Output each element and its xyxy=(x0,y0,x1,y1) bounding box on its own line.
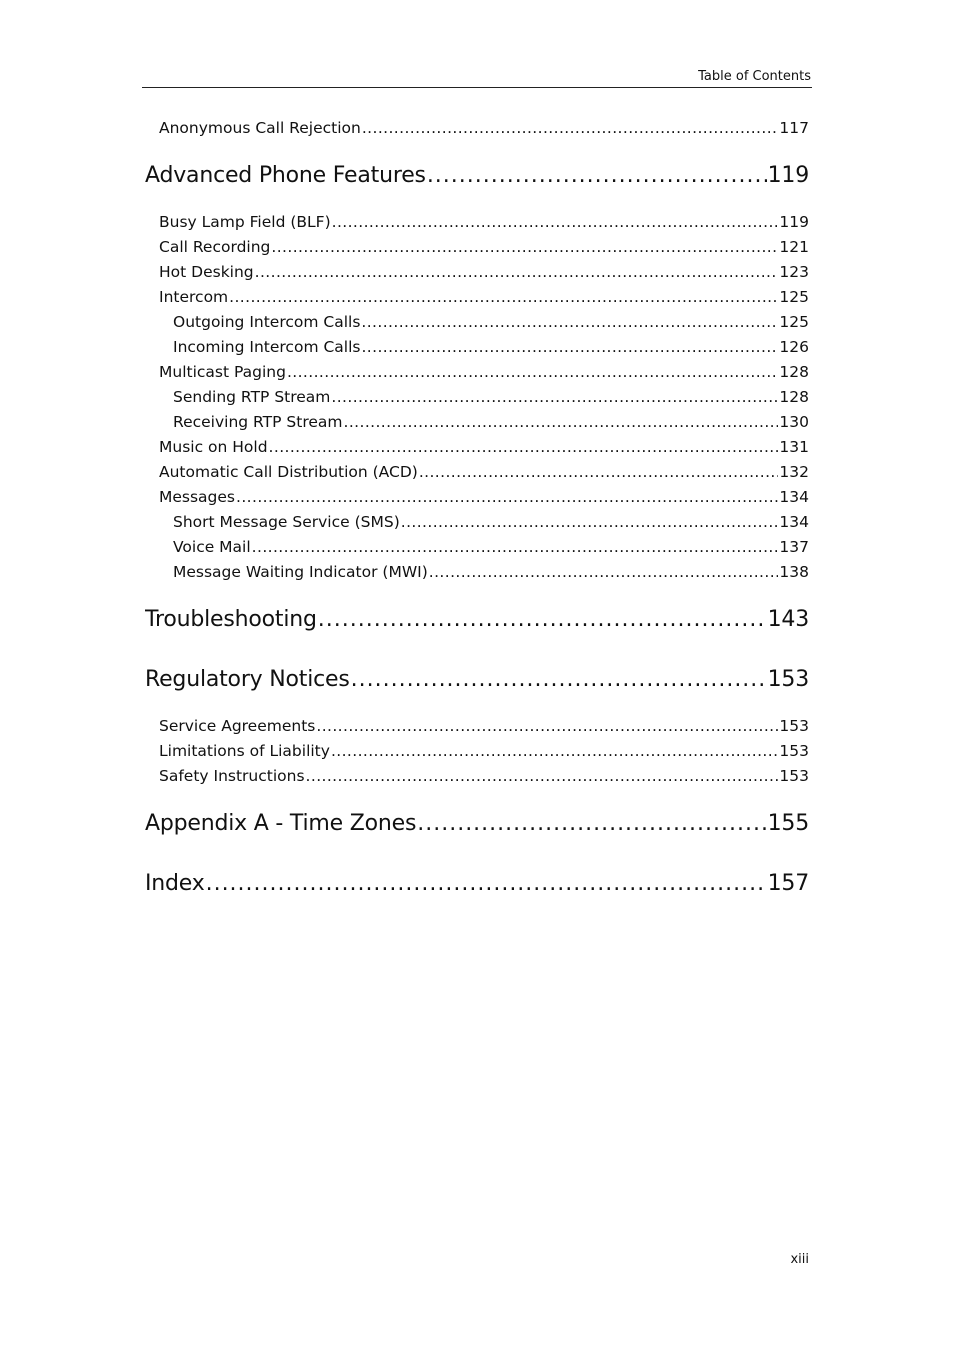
toc-entry-busy-lamp-field[interactable] xyxy=(159,211,809,233)
toc-entry-page: 121 xyxy=(779,238,809,256)
toc-entry-page: 134 xyxy=(779,488,809,506)
toc-chapter-page: 157 xyxy=(767,871,809,896)
toc-entry-label: Voice Mail xyxy=(173,538,251,556)
toc-chapter-appendix-time-zones[interactable] xyxy=(145,808,809,840)
toc-entry-page: 119 xyxy=(779,213,809,231)
toc-entry-safety-instructions[interactable] xyxy=(159,765,809,787)
dot-leader xyxy=(361,311,778,333)
toc-entry-messages[interactable] xyxy=(159,486,809,508)
toc-entry-receiving-rtp-stream[interactable] xyxy=(173,411,809,433)
dot-leader xyxy=(427,160,767,192)
dot-leader xyxy=(361,336,778,358)
dot-leader xyxy=(331,740,778,762)
toc-entry-label: Multicast Paging xyxy=(159,363,286,381)
dot-leader xyxy=(417,808,766,840)
toc-entry-label: Outgoing Intercom Calls xyxy=(173,313,361,331)
toc-entry-page: 134 xyxy=(779,513,809,531)
toc-chapter-label: Appendix A - Time Zones xyxy=(145,811,417,836)
toc-entry-label: Receiving RTP Stream xyxy=(173,413,343,431)
dot-leader xyxy=(351,664,767,696)
dot-leader xyxy=(206,868,767,900)
toc-entry-label: Call Recording xyxy=(159,238,271,256)
toc-entry-page: 123 xyxy=(779,263,809,281)
dot-leader xyxy=(331,386,778,408)
toc-entry-page: 132 xyxy=(779,463,809,481)
toc-entry-page: 128 xyxy=(779,363,809,381)
toc-entry-page: 125 xyxy=(779,288,809,306)
toc-entry-outgoing-intercom-calls[interactable] xyxy=(173,311,809,333)
dot-leader xyxy=(255,261,779,283)
toc-entry-label: Messages xyxy=(159,488,236,506)
dot-leader xyxy=(271,236,778,258)
toc-entry-page: 153 xyxy=(779,717,809,735)
dot-leader xyxy=(229,286,778,308)
toc-chapter-page: 155 xyxy=(767,811,809,836)
toc-entry-label: Message Waiting Indicator (MWI) xyxy=(173,563,428,581)
dot-leader xyxy=(269,436,779,458)
toc-entry-page: 153 xyxy=(779,767,809,785)
toc-entry-label: Short Message Service (SMS) xyxy=(173,513,400,531)
toc-entry-label: Busy Lamp Field (BLF) xyxy=(159,213,331,231)
toc-entry-page: 130 xyxy=(779,413,809,431)
toc-entry-message-waiting-indicator[interactable] xyxy=(173,561,809,583)
toc-entry-music-on-hold[interactable] xyxy=(159,436,809,458)
toc-entry-page: 153 xyxy=(779,742,809,760)
dot-leader xyxy=(252,536,779,558)
toc-entry-label: Anonymous Call Rejection xyxy=(159,119,361,137)
toc-entry-hot-desking[interactable] xyxy=(159,261,809,283)
toc-chapter-troubleshooting[interactable] xyxy=(145,604,809,636)
toc-entry-page: 117 xyxy=(779,119,809,137)
toc-entry-page: 131 xyxy=(779,438,809,456)
dot-leader xyxy=(401,511,779,533)
dot-leader xyxy=(429,561,779,583)
toc-entry-limitations-of-liability[interactable] xyxy=(159,740,809,762)
toc-chapter-page: 119 xyxy=(767,163,809,188)
toc-chapter-label: Troubleshooting xyxy=(145,607,317,632)
toc-entry-page: 137 xyxy=(779,538,809,556)
toc-chapter-label: Advanced Phone Features xyxy=(145,163,426,188)
toc-entry-label: Safety Instructions xyxy=(159,767,305,785)
toc-entry-label: Service Agreements xyxy=(159,717,316,735)
dot-leader xyxy=(362,117,779,139)
dot-leader xyxy=(316,715,778,737)
toc-chapter-index[interactable] xyxy=(145,868,809,900)
header-rule xyxy=(142,87,812,88)
toc-chapter-label: Regulatory Notices xyxy=(145,667,350,692)
dot-leader xyxy=(318,604,767,636)
toc-entry-automatic-call-distribution[interactable] xyxy=(159,461,809,483)
toc-entry-short-message-service[interactable] xyxy=(173,511,809,533)
toc-entry-call-recording[interactable] xyxy=(159,236,809,258)
toc-entry-label: Sending RTP Stream xyxy=(173,388,331,406)
toc-entry-intercom[interactable] xyxy=(159,286,809,308)
toc-entry-service-agreements[interactable] xyxy=(159,715,809,737)
page-number: xiii xyxy=(790,1252,809,1267)
dot-leader xyxy=(332,211,779,233)
toc-chapter-page: 143 xyxy=(767,607,809,632)
toc-entry-page: 126 xyxy=(779,338,809,356)
toc-chapter-label: Index xyxy=(145,871,205,896)
toc-chapter-page: 153 xyxy=(767,667,809,692)
dot-leader xyxy=(419,461,779,483)
dot-leader xyxy=(236,486,778,508)
toc-chapter-regulatory-notices[interactable] xyxy=(145,664,809,696)
toc-entry-sending-rtp-stream[interactable] xyxy=(173,386,809,408)
toc-entry-label: Limitations of Liability xyxy=(159,742,330,760)
toc-chapter-advanced-phone-features[interactable] xyxy=(145,160,809,192)
dot-leader xyxy=(344,411,779,433)
toc-entry-page: 125 xyxy=(779,313,809,331)
toc-entry-label: Incoming Intercom Calls xyxy=(173,338,361,356)
toc-entry-label: Automatic Call Distribution (ACD) xyxy=(159,463,418,481)
toc-entry-voice-mail[interactable] xyxy=(173,536,809,558)
toc-entry-label: Intercom xyxy=(159,288,229,306)
toc-entry-anonymous-call-rejection[interactable] xyxy=(159,117,809,139)
toc-entry-label: Hot Desking xyxy=(159,263,254,281)
toc-entry-incoming-intercom-calls[interactable] xyxy=(173,336,809,358)
dot-leader xyxy=(287,361,778,383)
toc-entry-page: 128 xyxy=(779,388,809,406)
dot-leader xyxy=(306,765,779,787)
running-header: Table of Contents xyxy=(698,69,811,84)
toc-entry-page: 138 xyxy=(779,563,809,581)
toc-entry-label: Music on Hold xyxy=(159,438,268,456)
toc-entry-multicast-paging[interactable] xyxy=(159,361,809,383)
